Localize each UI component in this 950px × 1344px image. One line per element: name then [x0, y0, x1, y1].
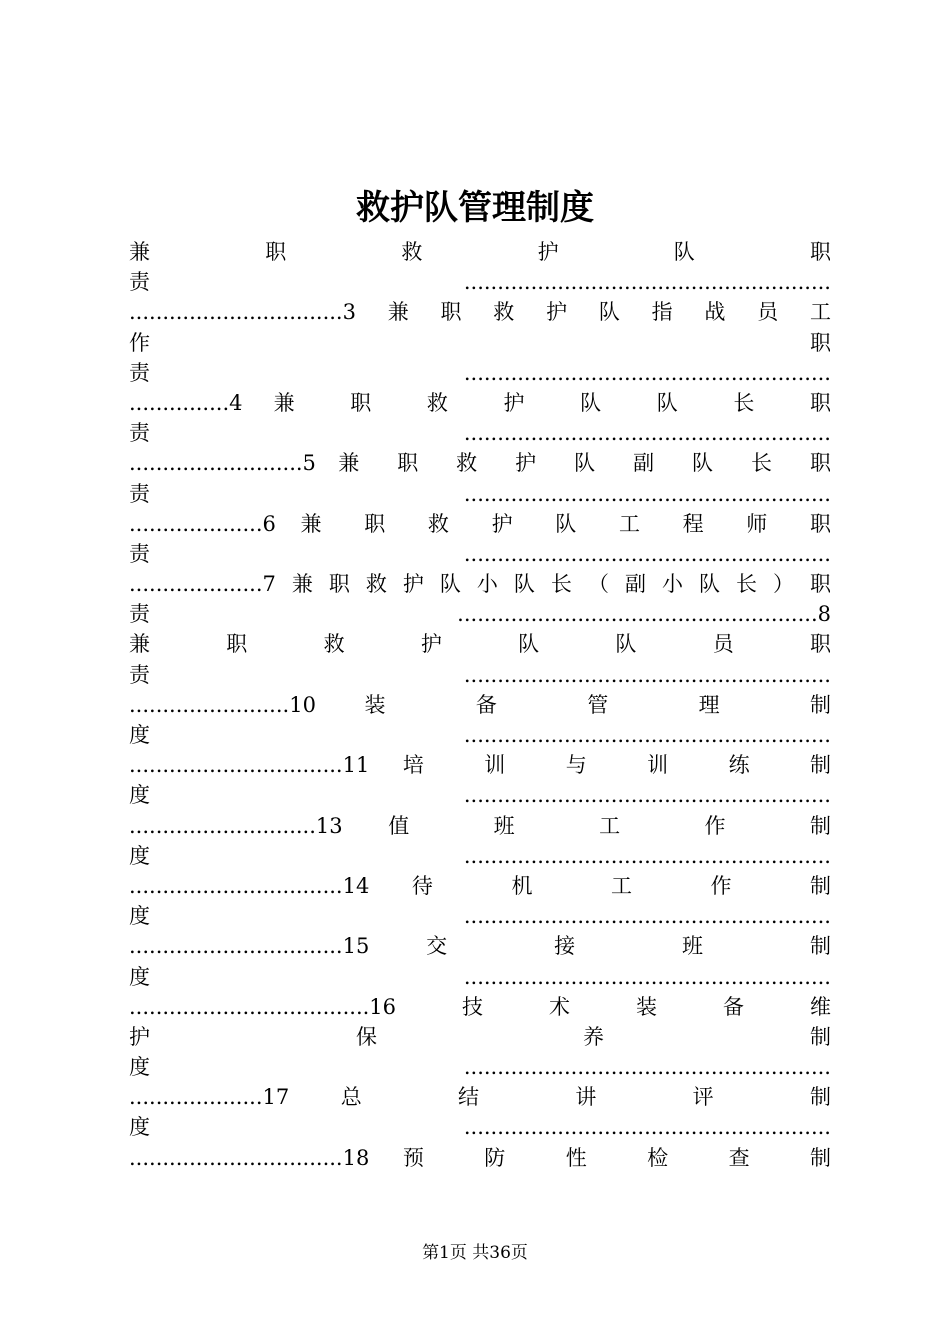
toc-line: ....................................16技术装备维 [129, 994, 831, 1019]
toc-line: ........................10 装 备 管 理 制 [129, 692, 831, 717]
toc-line: 度....................................................... [129, 964, 831, 989]
toc-line: 度....................................................... [129, 1115, 831, 1140]
toc-line: 责....................................................... [129, 481, 831, 506]
toc-line: 度....................................................... [129, 723, 831, 747]
toc-line: ............................13 值 班 工 作 制 [129, 813, 831, 838]
toc-line: ....................7兼职救护队小队长（副小队长）职 [129, 572, 831, 597]
toc-line: 作 职 [129, 330, 831, 355]
toc-line: ................................11 培 训 与 训 练 制 [129, 753, 831, 778]
toc-line: 护 保 养 制 [129, 1024, 831, 1049]
toc-line: ................................18 预 防 性 检 查 制 [129, 1145, 831, 1170]
toc-line: 责....................................................... [129, 662, 831, 687]
table-of-contents [129, 237, 831, 1173]
page-number-footer: 第1页 共36页 [422, 1243, 528, 1263]
toc-line: ...............4 兼 职 救 护 队 队 长 职 [129, 390, 831, 415]
toc-line: ................................14 待 机 工 作 制 [129, 873, 831, 898]
toc-line: 责....................................................... [129, 360, 831, 385]
toc-line: 度....................................................... [129, 783, 831, 808]
toc-line: 度....................................................... [129, 1055, 831, 1080]
toc-line: ................................15 交 接 班 制 [129, 934, 831, 959]
toc-line: 责....................................................... [129, 541, 831, 566]
toc-line: ....................17 总 结 讲 评 制 [129, 1085, 831, 1110]
toc-line: 责......................................................8 [129, 602, 831, 627]
toc-line: 兼 职 救 护 队 队 员 职 [129, 632, 831, 657]
toc-line: ................................3兼职救护队指战员工 [129, 300, 831, 325]
toc-line: ..........................5 兼 职 救 护 队 副 队 长 职 [129, 451, 831, 476]
toc-line: 度....................................................... [129, 904, 831, 929]
toc-line: 责....................................................... [129, 270, 831, 295]
toc-line: 度....................................................... [129, 843, 831, 868]
toc-line: ....................6 兼 职 救 护 队 工 程 师 职 [129, 511, 831, 536]
toc-line: 兼 职 救 护 队 职 [129, 240, 831, 264]
toc-line: 责....................................................... [129, 421, 831, 446]
document-title: 救护队管理制度 [356, 188, 594, 228]
